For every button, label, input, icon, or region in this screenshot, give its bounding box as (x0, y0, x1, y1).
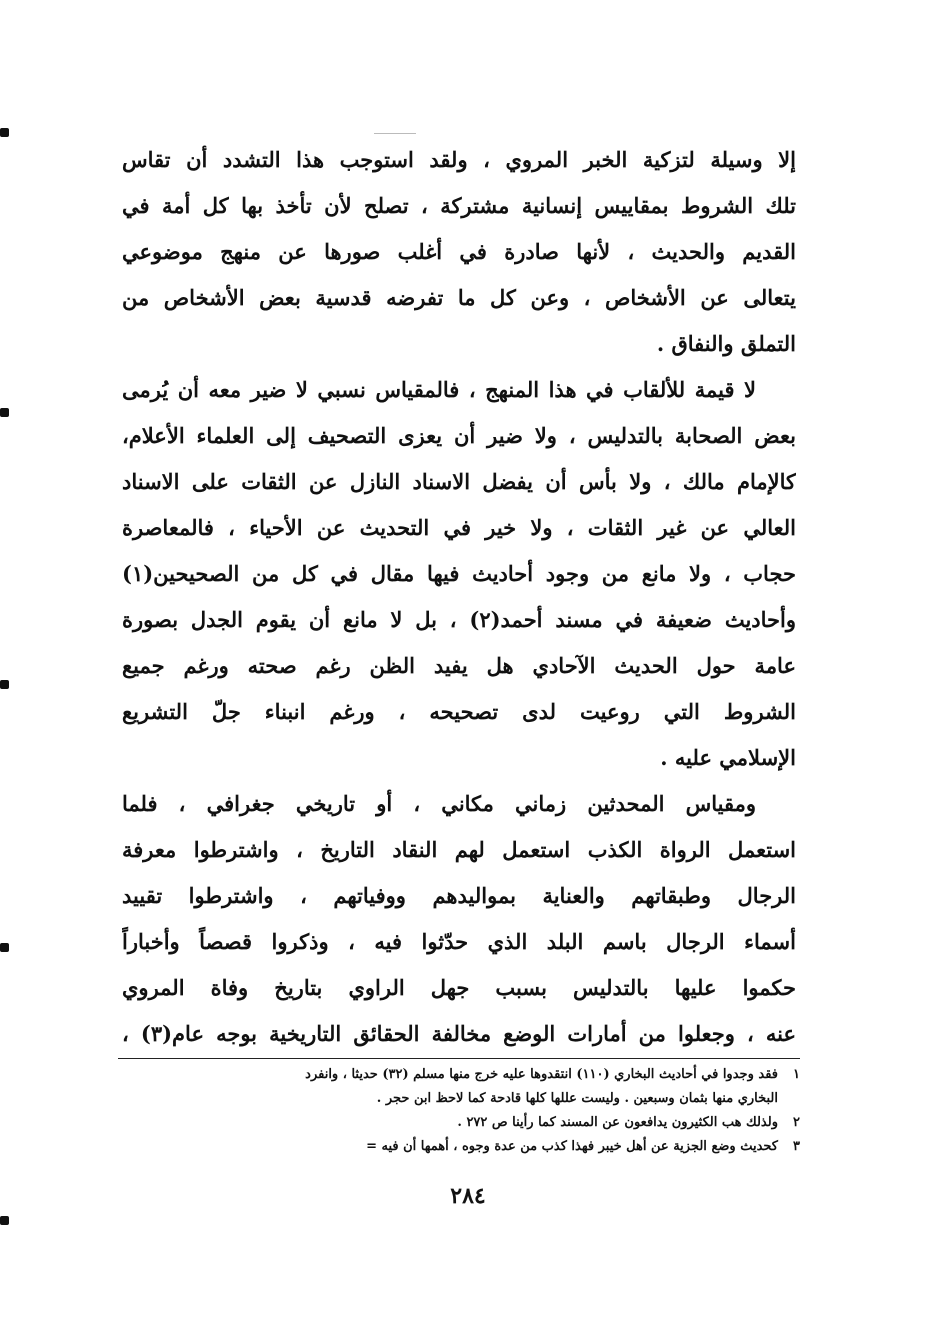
text-line: وأحاديث ضعيفة في مسند أحمد(٢) ، بل لا مانع أن يقوم الجدل بصورة (122, 607, 796, 632)
paragraph-1 (122, 137, 796, 367)
text-line: القديم والحديث ، لأنها صادرة في أغلب صورها عن منهج موضوعي (122, 239, 796, 264)
text-line: التملق والنفاق . (656, 331, 796, 356)
footnote-line (118, 1111, 800, 1135)
text-line: حجاب ، ولا مانع من وجود أحاديث فيها مقال في كل من الصحيحين(١) (122, 561, 796, 586)
footnote-number: ٢ (793, 1115, 800, 1130)
text-line: بعض الصحابة بالتدليس ، ولا ضير أن يعزى التصحيف إلى العلماء الأعلام، (122, 423, 796, 448)
footnote-3 (118, 1135, 800, 1159)
footnote-text: فقد وجدوا في أحاديث البخاري (١١٠) انتقدوها عليه خرج منها مسلم (٣٢) حديثا ، وانفرد (305, 1067, 778, 1082)
footnote-1 (118, 1063, 800, 1111)
text-line: تلك الشروط بمقاييس إنسانية مشتركة ، تصلح لأن تأخذ بها كل أمة في (122, 193, 796, 218)
text-line: حكموا عليها بالتدليس بسبب جهل الراوي بتاريخ وفاة المروي (122, 975, 796, 1000)
footnotes (118, 1058, 800, 1159)
text-line: الإسلامي عليه . (660, 745, 796, 770)
margin-mark (0, 943, 9, 952)
footnote-line (118, 1135, 800, 1159)
top-rule (374, 133, 416, 134)
margin-mark (0, 680, 9, 689)
footnote-number: ١ (793, 1067, 800, 1082)
text-line: إلا وسيلة لتزكية الخبر المروي ، ولقد استوجب هذا التشدد أن تقاس (122, 147, 796, 172)
page-number: ٢٨٤ (450, 1183, 486, 1209)
margin-mark (0, 1216, 9, 1225)
text-line: كالإمام مالك ، ولا بأس أن يفضل الاسناد النازل عن الثقات على الاسناد (122, 469, 796, 494)
text-line: عنه ، وجعلوا من أمارات الوضع مخالفة الحقائق التاريخية بوجه عام(٣) ، (122, 1021, 796, 1046)
margin-mark (0, 128, 9, 137)
text-line: لا قيمة للألقاب في هذا المنهج ، فالمقياس نسبي لا ضير معه أن يُرمى (122, 377, 756, 402)
body-text (122, 137, 796, 1057)
footnote-text: كحديث وضع الجزية عن أهل خيبر فهذا كذب من عدة وجوه ، أهمها أن فيه = (366, 1139, 778, 1154)
text-line: استعمل الرواة الكذب استعمل لهم النقاد التاريخ ، واشترطوا معرفة (122, 837, 796, 862)
footnote-line: البخاري منها بثمان وسبعين . وليست عللها كلها قادحة كما لاحظ ابن حجر . (376, 1091, 778, 1106)
footnote-line (118, 1063, 800, 1087)
paragraph-2 (122, 367, 796, 781)
text-line: الشروط التي روعيت لدى تصحيحه ، ورغم انبناء جلّ التشريع (122, 699, 796, 724)
margin-mark (0, 408, 9, 417)
text-line: ومقياس المحدثين زماني مكاني ، أو تاريخي جغرافي ، فلما (122, 791, 756, 816)
footnote-text: ولذلك هب الكثيرون يدافعون عن المسند كما رأينا ص ٢٧٢ . (457, 1115, 778, 1130)
text-line: يتعالى عن الأشخاص ، وعن كل ما تفرضه قدسية بعض الأشخاص من (122, 285, 796, 310)
text-line: أسماء الرجال باسم البلد الذي حدّثوا فيه ، وذكروا قصصاً وأخباراً (122, 929, 796, 954)
text-line: عامة حول الحديث الآحادي هل يفيد الظن رغم صحته ورغم جميع (122, 653, 796, 678)
text-line: العالي عن غير الثقات ، ولا خير في التحديث عن الأحياء ، فالمعاصرة (122, 515, 796, 540)
paragraph-3 (122, 781, 796, 1057)
footnote-2 (118, 1111, 800, 1135)
text-line: الرجال وطبقاتهم والعناية بمواليدهم ووفياتهم ، واشترطوا تقييد (122, 883, 796, 908)
footnote-number: ٣ (793, 1139, 800, 1154)
